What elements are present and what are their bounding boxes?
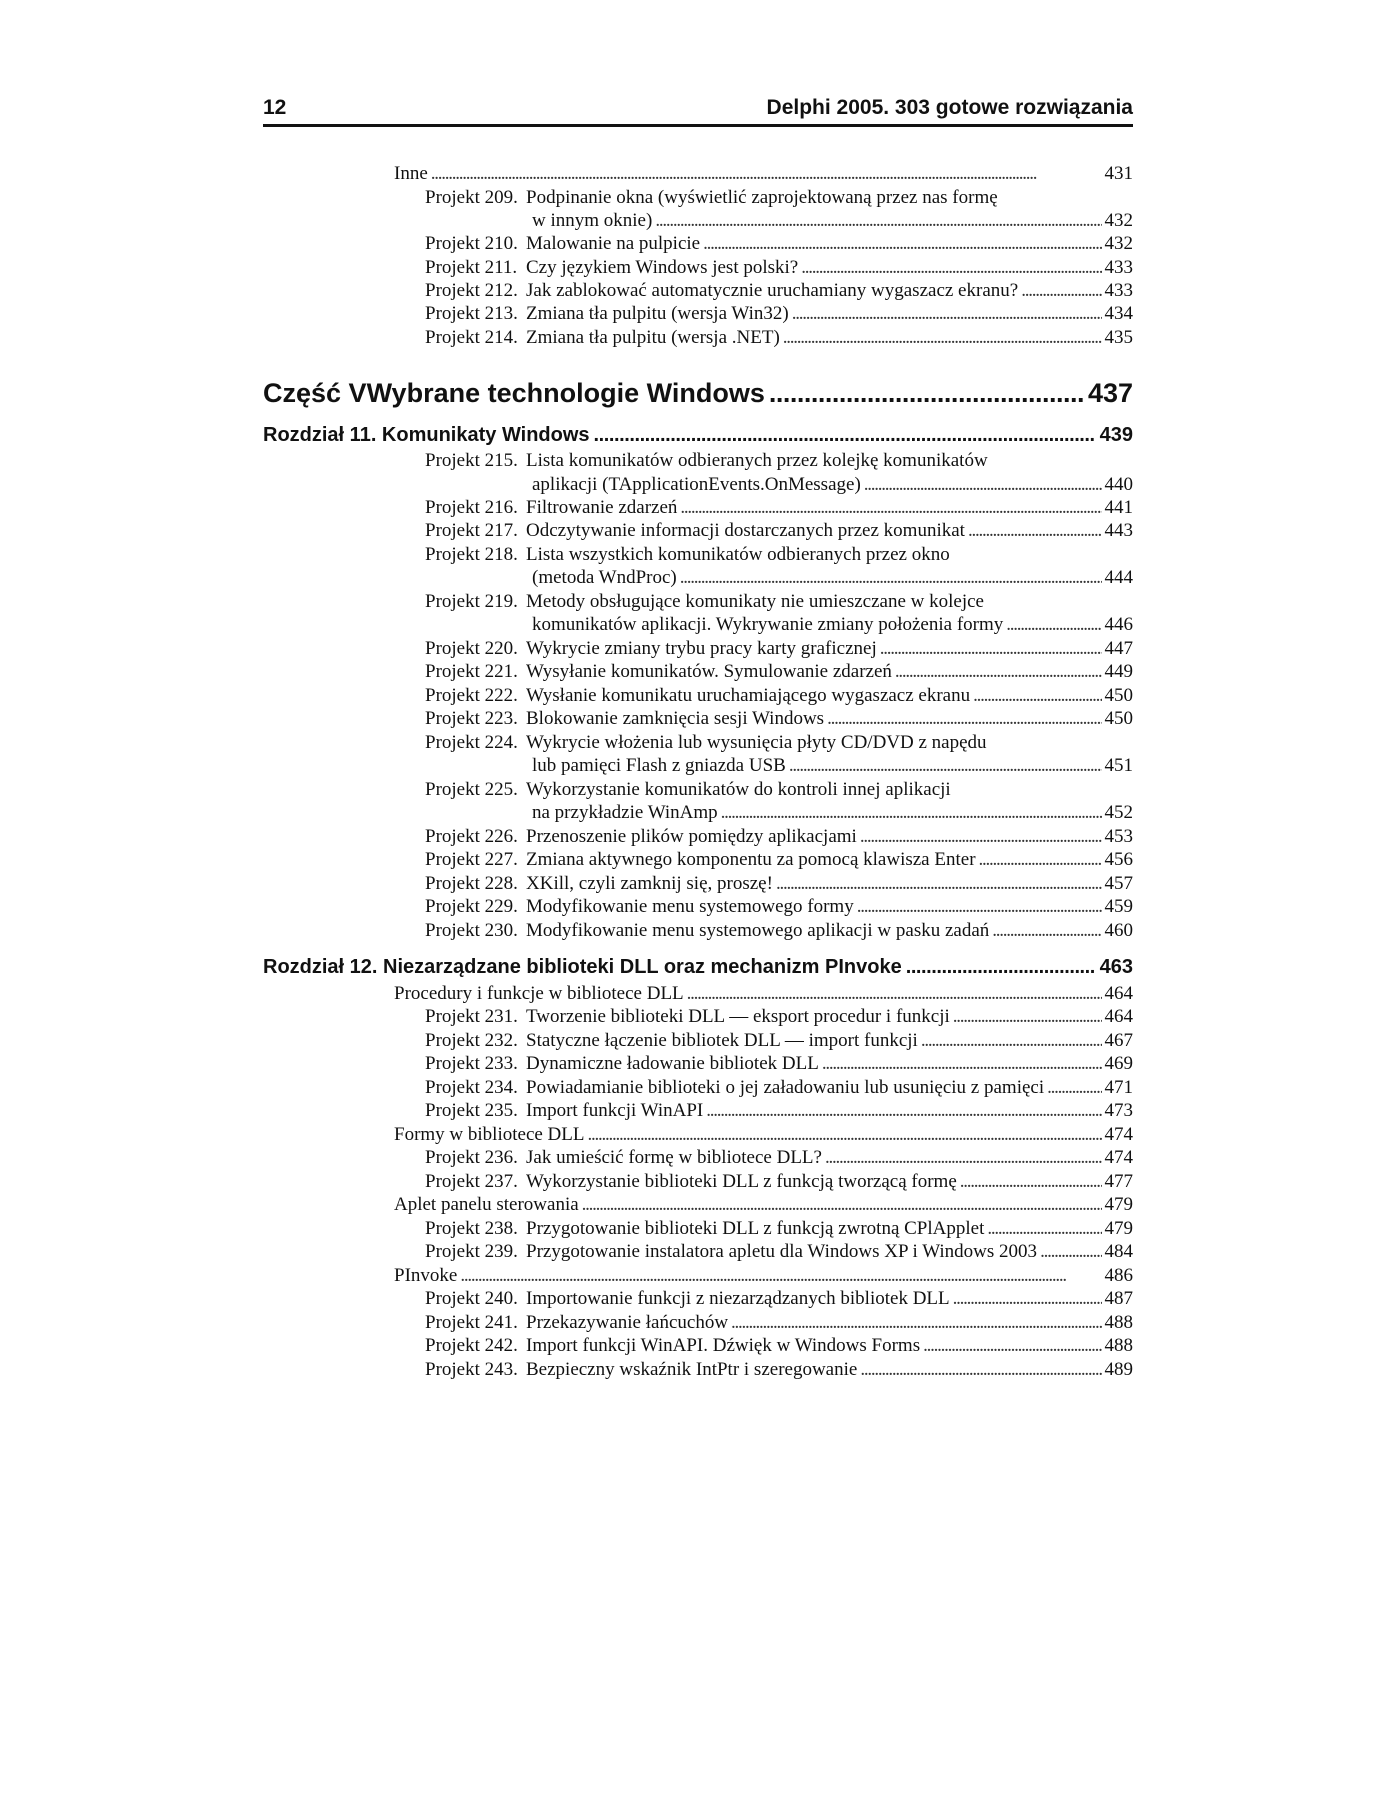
toc-entry-first-line[interactable]: Projekt 218. Lista wszystkich komunikatów odbieranych przez okno (425, 544, 950, 565)
toc-section[interactable]: Inne . . . 431 (394, 162, 1133, 186)
toc-entry[interactable]: Projekt 236. Jak umieścić formę w bibliotece DLL? . . . 474 (425, 1146, 1133, 1170)
toc-entry[interactable]: Projekt 242. Import funkcji WinAPI. Dźwięk w Windows Forms . . . 488 (425, 1334, 1133, 1358)
toc-section[interactable]: Formy w bibliotece DLL . . . 474 (394, 1123, 1133, 1147)
running-title: Delphi 2005. 303 gotowe rozwiązania (766, 96, 1133, 119)
toc-entry[interactable]: Projekt 214. Zmiana tła pulpitu (wersja .NET) . . . 435 (425, 326, 1133, 350)
toc-entry[interactable]: Projekt 232. Statyczne łączenie bibliotek DLL — import funkcji . . . 467 (425, 1029, 1133, 1053)
toc-entry-continuation[interactable]: na przykładzie WinAmp . . . 452 (532, 801, 1133, 825)
running-header (263, 94, 1133, 127)
toc-entry[interactable]: Projekt 243. Bezpieczny wskaźnik IntPtr i szeregowanie . . . 489 (425, 1358, 1133, 1382)
toc-entry[interactable]: Projekt 220. Wykrycie zmiany trybu pracy karty graficznej . . . 447 (425, 637, 1133, 661)
toc-entry-first-line[interactable]: Projekt 215. Lista komunikatów odbieranych przez kolejkę komunikatów (425, 450, 988, 471)
toc-entry[interactable]: Projekt 240. Importowanie funkcji z niezarządzanych bibliotek DLL . . . 487 (425, 1287, 1133, 1311)
toc-entry[interactable]: Projekt 221. Wysyłanie komunikatów. Symulowanie zdarzeń . . . 449 (425, 660, 1133, 684)
toc-entry[interactable]: Projekt 222. Wysłanie komunikatu uruchamiającego wygaszacz ekranu . . . 450 (425, 684, 1133, 708)
toc-entry[interactable]: Projekt 210. Malowanie na pulpicie . . . 432 (425, 232, 1133, 256)
toc-section[interactable]: Aplet panelu sterowania . . . 479 (394, 1193, 1133, 1217)
page-number: 12 (263, 96, 287, 119)
toc-entry-first-line[interactable]: Projekt 224. Wykrycie włożenia lub wysunięcia płyty CD/DVD z napędu (425, 732, 987, 753)
toc-entry-first-line[interactable]: Projekt 219. Metody obsługujące komunikaty nie umieszczane w kolejce (425, 591, 984, 612)
toc-entry[interactable]: Projekt 227. Zmiana aktywnego komponentu za pomocą klawisza Enter . . . 456 (425, 848, 1133, 872)
toc-entry-first-line[interactable]: Projekt 209. Podpinanie okna (wyświetlić zaprojektowaną przez nas formę (425, 187, 998, 208)
toc-entry-continuation[interactable]: lub pamięci Flash z gniazda USB . . . 451 (532, 754, 1133, 778)
toc-part-heading[interactable]: Część V Wybrane technologie Windows . . . 437 (263, 378, 1133, 412)
toc-entry-continuation[interactable]: aplikacji (TApplicationEvents.OnMessage) . . . 440 (532, 473, 1133, 497)
toc-entry[interactable]: Projekt 238. Przygotowanie biblioteki DLL z funkcją zwrotną CPlApplet . . . 479 (425, 1217, 1133, 1241)
toc-entry[interactable]: Projekt 239. Przygotowanie instalatora apletu dla Windows XP i Windows 2003 . . . 484 (425, 1240, 1133, 1264)
toc-entry[interactable]: Projekt 228. XKill, czyli zamknij się, proszę! . . . 457 (425, 872, 1133, 896)
toc-entry-continuation[interactable]: w innym oknie) . . . 432 (532, 209, 1133, 233)
toc-entry[interactable]: Projekt 217. Odczytywanie informacji dostarczanych przez komunikat . . . 443 (425, 519, 1133, 543)
toc-chapter-heading[interactable]: Rozdział 12. Niezarządzane biblioteki DLL oraz mechanizm PInvoke . . . 463 (263, 956, 1133, 984)
toc-entry[interactable]: Projekt 211. Czy językiem Windows jest polski? . . . 433 (425, 256, 1133, 280)
toc-chapter-heading[interactable]: Rozdział 11. Komunikaty Windows . . . 439 (263, 424, 1133, 452)
toc-entry[interactable]: Projekt 233. Dynamiczne ładowanie bibliotek DLL . . . 469 (425, 1052, 1133, 1076)
toc-entry[interactable]: Projekt 223. Blokowanie zamknięcia sesji Windows . . . 450 (425, 707, 1133, 731)
toc-entry-continuation[interactable]: komunikatów aplikacji. Wykrywanie zmiany położenia formy . . . 446 (532, 613, 1133, 637)
toc-entry[interactable]: Projekt 235. Import funkcji WinAPI . . . 473 (425, 1099, 1133, 1123)
toc-section[interactable]: PInvoke . . . 486 (394, 1264, 1133, 1288)
toc-entry[interactable]: Projekt 237. Wykorzystanie biblioteki DLL z funkcją tworzącą formę . . . 477 (425, 1170, 1133, 1194)
toc-entry-first-line[interactable]: Projekt 225. Wykorzystanie komunikatów do kontroli innej aplikacji (425, 779, 951, 800)
toc-entry[interactable]: Projekt 241. Przekazywanie łańcuchów . . . 488 (425, 1311, 1133, 1335)
toc-entry[interactable]: Projekt 216. Filtrowanie zdarzeń . . . 441 (425, 496, 1133, 520)
toc-entry[interactable]: Projekt 230. Modyfikowanie menu systemowego aplikacji w pasku zadań . . . 460 (425, 919, 1133, 943)
toc-section[interactable]: Procedury i funkcje w bibliotece DLL . . . 464 (394, 982, 1133, 1006)
toc-entry[interactable]: Projekt 234. Powiadamianie biblioteki o jej załadowaniu lub usunięciu z pamięci . . . 471 (425, 1076, 1133, 1100)
toc-entry[interactable]: Projekt 213. Zmiana tła pulpitu (wersja Win32) . . . 434 (425, 302, 1133, 326)
toc-entry-continuation[interactable]: (metoda WndProc) . . . 444 (532, 566, 1133, 590)
toc-entry[interactable]: Projekt 229. Modyfikowanie menu systemowego formy . . . 459 (425, 895, 1133, 919)
toc-entry[interactable]: Projekt 231. Tworzenie biblioteki DLL — eksport procedur i funkcji . . . 464 (425, 1005, 1133, 1029)
toc-entry[interactable]: Projekt 226. Przenoszenie plików pomiędzy aplikacjami . . . 453 (425, 825, 1133, 849)
toc-entry[interactable]: Projekt 212. Jak zablokować automatycznie uruchamiany wygaszacz ekranu? . . . 433 (425, 279, 1133, 303)
